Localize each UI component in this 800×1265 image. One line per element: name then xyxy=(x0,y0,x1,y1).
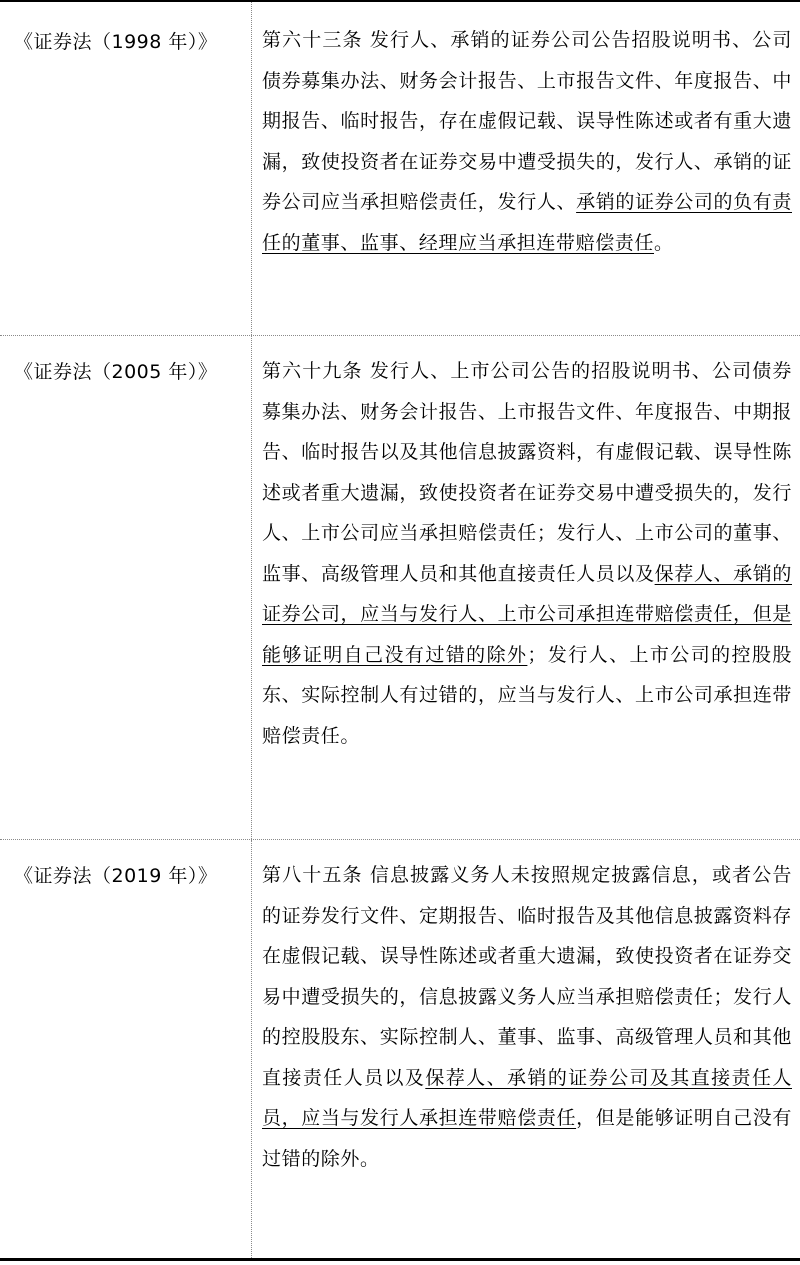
article-2005 xyxy=(262,351,792,756)
article-text: 第六十九条 发行人、上市公司公告的招股说明书、公司债券募集办法、财务会计报告、上市报告文件、年度报告、中期报告、临时报告以及其他信息披露资料，有虚假记载、误导性陈述或者重大遗漏，致使投资者在证券交易中遭受损失的，发行人、上市公司应当承担赔偿责任；发行人、上市公司的董事、监事、高级管理人员和其他直接责任人员以及 xyxy=(262,360,792,585)
row-divider xyxy=(0,335,800,336)
underlined-clause: 承销的证券公司的负有责任的董事、监事、经理应当承担连带赔偿责任 xyxy=(262,191,792,254)
table-bottom-rule xyxy=(0,1258,800,1261)
column-divider xyxy=(251,840,252,1258)
article-1998 xyxy=(262,20,792,263)
article-text: 第八十五条 信息披露义务人未按照规定披露信息，或者公告的证券发行文件、定期报告、临时报告及其他信息披露资料存在虚假记载、误导性陈述或者重大遗漏，致使投资者在证券交易中遭受损失的，信息披露义务人应当承担赔偿责任；发行人的控股股东、实际控制人、董事、监事、高级管理人员和其他直接责任人员以及 xyxy=(262,864,792,1089)
law-name-1998: 《证券法（1998 年）》 xyxy=(14,31,218,53)
column-divider xyxy=(251,2,252,335)
table-top-rule xyxy=(0,0,800,2)
row-divider xyxy=(0,839,800,840)
underlined-clause: 保荐人、承销的证券公司及其直接责任人员，应当与发行人承担连带赔偿责任 xyxy=(262,1066,792,1129)
article-text: 第六十三条 发行人、承销的证券公司公告招股说明书、公司债券募集办法、财务会计报告、上市报告文件、年度报告、中期报告、临时报告，存在虚假记载、误导性陈述或者有重大遗漏，致使投资者在证券交易中遭受损失的，发行人、承销的证券公司应当承担赔偿责任，发行人、 xyxy=(262,29,792,213)
underlined-clause: 保荐人、承销的证券公司，应当与发行人、上市公司承担连带赔偿责任，但是能够证明自己没有过错的除外 xyxy=(262,562,792,666)
law-name-2005: 《证券法（2005 年）》 xyxy=(14,361,218,383)
article-2019 xyxy=(262,855,792,1179)
article-text: 。 xyxy=(654,231,674,254)
article-text: ，但是能够证明自己没有过错的除外。 xyxy=(262,1107,792,1170)
law-name-2019: 《证券法（2019 年）》 xyxy=(14,865,218,887)
article-text: ；发行人、上市公司的控股股东、实际控制人有过错的，应当与发行人、上市公司承担连带赔偿责任。 xyxy=(262,643,792,747)
column-divider xyxy=(251,336,252,839)
